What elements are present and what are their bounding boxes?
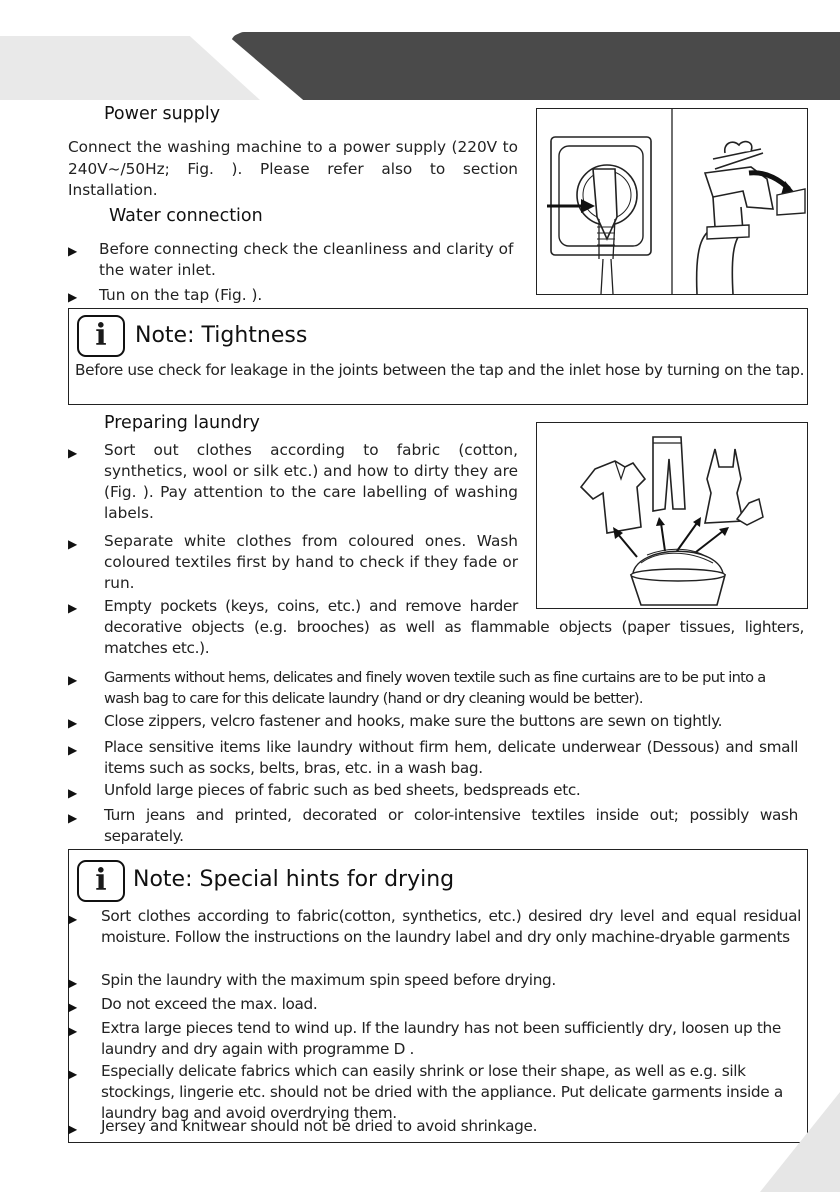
info-glyph: i — [95, 863, 107, 898]
plug-and-tap-illustration — [537, 109, 807, 294]
laundry-bullet-1: Sort out clothes according to fabric (cotton, synthetics, wool or silk etc.) and how to dirty they are (Fig. ). Pay attention to the care labelling of washing labels. — [104, 441, 518, 522]
bullet-icon: ▶ — [68, 786, 78, 800]
bullet-icon: ▶ — [68, 912, 78, 926]
info-glyph: i — [95, 318, 107, 353]
bullet-icon: ▶ — [68, 537, 78, 551]
header-bar — [230, 32, 840, 100]
power-supply-text: Connect the washing machine to a power supply (220V to 240V~/50Hz; Fig. ). Please refer also to section Installation. — [68, 138, 518, 199]
note-drying-title: Note: Special hints for drying — [133, 867, 455, 892]
bullet-icon: ▶ — [68, 743, 78, 757]
figure-plug-tap — [536, 108, 808, 295]
laundry-bullet-8: Turn jeans and printed, decorated or color-intensive textiles inside out; possibly wash separately. — [104, 806, 798, 845]
power-supply-heading: Power supply — [104, 104, 221, 124]
laundry-sorting-illustration — [537, 423, 807, 608]
bullet-icon: ▶ — [68, 673, 78, 687]
note-tightness-text: Before use check for leakage in the joints between the tap and the inlet hose by turning on the tap. — [75, 361, 805, 379]
bullet-icon: ▶ — [68, 1122, 78, 1136]
bullet-icon: ▶ — [68, 1024, 78, 1038]
water-bullet-1: Before connecting check the cleanliness and clarity of the water inlet. — [99, 240, 514, 279]
bullet-icon: ▶ — [68, 244, 78, 258]
bullet-icon: ▶ — [68, 716, 78, 730]
drying-bullet-4: Extra large pieces tend to wind up. If the laundry has not been sufficiently dry, loosen up the laundry and dry again with programme D . — [101, 1019, 781, 1058]
water-bullet-2: Tun on the tap (Fig. ). — [99, 286, 263, 304]
bullet-icon: ▶ — [68, 1067, 78, 1081]
drying-bullet-3: Do not exceed the max. load. — [101, 995, 318, 1013]
bullet-icon: ▶ — [68, 1000, 78, 1014]
info-icon — [77, 860, 125, 902]
laundry-bullet-2: Separate white clothes from coloured ones. Wash coloured textiles first by hand to check if they fade or run. — [104, 532, 518, 592]
bullet-icon: ▶ — [68, 601, 78, 615]
bullet-icon: ▶ — [68, 976, 78, 990]
drying-bullet-6: Jersey and knitwear should not be dried to avoid shrinkage. — [101, 1117, 538, 1135]
laundry-bullet-3: Empty pockets (keys, coins, etc.) and remove harder decorative objects (e.g. brooches) as well as flammable objects (paper tissues, lighters, matches etc.). — [104, 597, 804, 657]
laundry-bullet-5: Close zippers, velcro fastener and hooks, make sure the buttons are sewn on tightly. — [104, 712, 723, 730]
water-connection-heading: Water connection — [109, 206, 263, 226]
preparing-laundry-heading: Preparing laundry — [104, 413, 260, 433]
note-tightness-title: Note: Tightness — [135, 323, 308, 348]
bullet-icon: ▶ — [68, 290, 78, 304]
note-drying-box — [68, 849, 808, 1143]
laundry-bullet-7: Unfold large pieces of fabric such as bed sheets, bedspreads etc. — [104, 781, 581, 799]
drying-bullet-5: Especially delicate fabrics which can easily shrink or lose their shape, as well as e.g. silk stockings, lingerie etc. should not be dried with the appliance. Put delicate garments inside a laundry bag and avoid overdrying them. — [101, 1062, 783, 1122]
laundry-bullet-6: Place sensitive items like laundry without firm hem, delicate underwear (Dessous) and small items such as socks, belts, bras, etc. in a wash bag. — [104, 738, 798, 777]
laundry-bullet-4: Garments without hems, delicates and finely woven textile such as fine curtains are to be put into a wash bag to care for this delicate laundry (hand or dry cleaning would be better). — [104, 669, 766, 707]
bullet-icon: ▶ — [68, 446, 78, 460]
drying-bullet-1: Sort clothes according to fabric(cotton, synthetics, etc.) desired dry level and equal residual moisture. Follow the instructions on the laundry label and dry only machine-dryable garments — [101, 907, 801, 946]
note-tightness-box — [68, 308, 808, 405]
info-icon — [77, 315, 125, 357]
bullet-icon: ▶ — [68, 811, 78, 825]
header-tab-left — [0, 36, 260, 100]
figure-laundry-sorting — [536, 422, 808, 609]
drying-bullet-2: Spin the laundry with the maximum spin speed before drying. — [101, 971, 556, 989]
